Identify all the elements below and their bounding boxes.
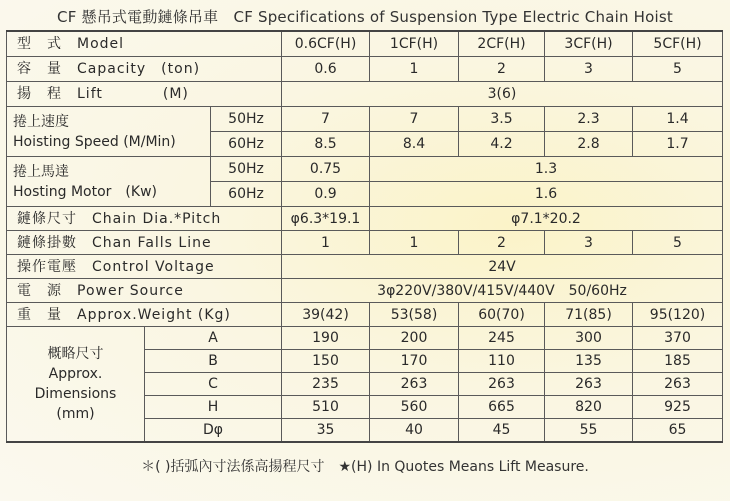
- motor-50-rest: 1.3: [370, 157, 723, 182]
- label-dimensions-en1: Approx.: [48, 366, 103, 382]
- dim-cell: 200: [370, 327, 459, 350]
- weight-cell: 60(70): [459, 303, 545, 327]
- dim-cell: 263: [633, 373, 723, 396]
- weight-cell: 39(42): [282, 303, 370, 327]
- label-power-source: 電 源 Power Source: [7, 279, 282, 303]
- speed-60-cell: 8.5: [282, 132, 370, 157]
- spec-table: [6, 30, 723, 443]
- chain-falls-cell: 2: [459, 231, 545, 255]
- label-hoisting-speed-cn: 捲上速度: [13, 113, 69, 130]
- row-weight: [7, 303, 723, 327]
- dim-cell: 665: [459, 396, 545, 419]
- speed-60-cell: 2.8: [545, 132, 633, 157]
- label-dimensions-cn: 概略尺寸: [47, 346, 104, 362]
- row-control-voltage: [7, 255, 723, 279]
- speed-60-cell: 8.4: [370, 132, 459, 157]
- label-dimensions-en2: Dimensions: [34, 386, 117, 402]
- dim-cell: 560: [370, 396, 459, 419]
- label-dimensions: [7, 327, 145, 443]
- page-title: CF 懸吊式電動鏈條吊車 CF Specifications of Suspension Type Electric Chain Hoist: [57, 8, 673, 26]
- model-header: 0.6CF(H): [282, 31, 370, 57]
- dim-key: Dφ: [145, 419, 282, 443]
- speed-50-cell: 2.3: [545, 107, 633, 132]
- motor-50-first: 0.75: [282, 157, 370, 182]
- label-chain-dia: 鏈條尺寸 Chain Dia.*Pitch: [7, 207, 282, 231]
- dim-cell: 263: [459, 373, 545, 396]
- label-hoisting-motor-en: Hosting Motor (Kw): [13, 183, 157, 200]
- model-header: 3CF(H): [545, 31, 633, 57]
- dim-cell: 135: [545, 350, 633, 373]
- model-header: 2CF(H): [459, 31, 545, 57]
- footnote: ＊( )括弧內寸法係高揚程尺寸 ★(H) In Quotes Means Lift Measure.: [141, 459, 589, 475]
- capacity-cell: 0.6: [282, 57, 370, 82]
- weight-cell: 95(120): [633, 303, 723, 327]
- chain-dia-first: φ6.3*19.1: [282, 207, 370, 231]
- dim-key: B: [145, 350, 282, 373]
- label-control-voltage: 操作電壓 Control Voltage: [7, 255, 282, 279]
- dim-cell: 45: [459, 419, 545, 443]
- dim-cell: 40: [370, 419, 459, 443]
- dim-cell: 185: [633, 350, 723, 373]
- label-hoisting-speed: [7, 107, 211, 157]
- label-lift: 揚 程 Lift (M): [7, 82, 282, 107]
- dim-cell: 110: [459, 350, 545, 373]
- dim-cell: 65: [633, 419, 723, 443]
- hz-50-label: 50Hz: [211, 157, 282, 182]
- dim-cell: 35: [282, 419, 370, 443]
- motor-60-first: 0.9: [282, 182, 370, 207]
- label-dimensions-unit: (mm): [56, 406, 95, 422]
- chain-falls-cell: 1: [370, 231, 459, 255]
- dim-cell: 170: [370, 350, 459, 373]
- row-hoisting-motor-50: [7, 157, 723, 182]
- capacity-cell: 5: [633, 57, 723, 82]
- dim-cell: 370: [633, 327, 723, 350]
- capacity-cell: 1: [370, 57, 459, 82]
- row-power-source: [7, 279, 723, 303]
- control-voltage-value: 24V: [282, 255, 723, 279]
- label-chain-falls: 鏈條掛數 Chan Falls Line: [7, 231, 282, 255]
- dim-cell: 55: [545, 419, 633, 443]
- label-hoisting-speed-en: Hoisting Speed (M/Min): [13, 133, 176, 150]
- capacity-cell: 3: [545, 57, 633, 82]
- model-header: 1CF(H): [370, 31, 459, 57]
- dim-cell: 190: [282, 327, 370, 350]
- dim-cell: 245: [459, 327, 545, 350]
- label-capacity: 容 量 Capacity (ton): [7, 57, 282, 82]
- power-source-value: 3φ220V/380V/415V/440V 50/60Hz: [282, 279, 723, 303]
- hz-60-label: 60Hz: [211, 132, 282, 157]
- hz-50-label: 50Hz: [211, 107, 282, 132]
- row-hoisting-speed-50: [7, 107, 723, 132]
- dim-cell: 300: [545, 327, 633, 350]
- dim-cell: 510: [282, 396, 370, 419]
- row-chain-falls: [7, 231, 723, 255]
- speed-50-cell: 3.5: [459, 107, 545, 132]
- dim-row-a: [7, 327, 723, 350]
- chain-dia-rest: φ7.1*20.2: [370, 207, 723, 231]
- speed-60-cell: 4.2: [459, 132, 545, 157]
- chain-falls-cell: 3: [545, 231, 633, 255]
- dim-cell: 925: [633, 396, 723, 419]
- weight-cell: 71(85): [545, 303, 633, 327]
- lift-value: 3(6): [282, 82, 723, 107]
- label-model: 型 式 Model: [7, 31, 282, 57]
- chain-falls-cell: 5: [633, 231, 723, 255]
- dim-cell: 263: [370, 373, 459, 396]
- motor-60-rest: 1.6: [370, 182, 723, 207]
- label-weight: 重 量 Approx.Weight (Kg): [7, 303, 282, 327]
- row-lift: [7, 82, 723, 107]
- hz-60-label: 60Hz: [211, 182, 282, 207]
- weight-cell: 53(58): [370, 303, 459, 327]
- row-capacity: [7, 57, 723, 82]
- dim-key: C: [145, 373, 282, 396]
- label-hoisting-motor: [7, 157, 211, 207]
- model-header: 5CF(H): [633, 31, 723, 57]
- dim-cell: 263: [545, 373, 633, 396]
- speed-50-cell: 7: [370, 107, 459, 132]
- dim-key: H: [145, 396, 282, 419]
- chain-falls-cell: 1: [282, 231, 370, 255]
- row-model: [7, 31, 723, 57]
- dim-cell: 150: [282, 350, 370, 373]
- speed-50-cell: 7: [282, 107, 370, 132]
- dim-cell: 235: [282, 373, 370, 396]
- capacity-cell: 2: [459, 57, 545, 82]
- speed-60-cell: 1.7: [633, 132, 723, 157]
- row-chain-dia: [7, 207, 723, 231]
- dim-cell: 820: [545, 396, 633, 419]
- dim-key: A: [145, 327, 282, 350]
- label-hoisting-motor-cn: 捲上馬達: [13, 163, 69, 180]
- speed-50-cell: 1.4: [633, 107, 723, 132]
